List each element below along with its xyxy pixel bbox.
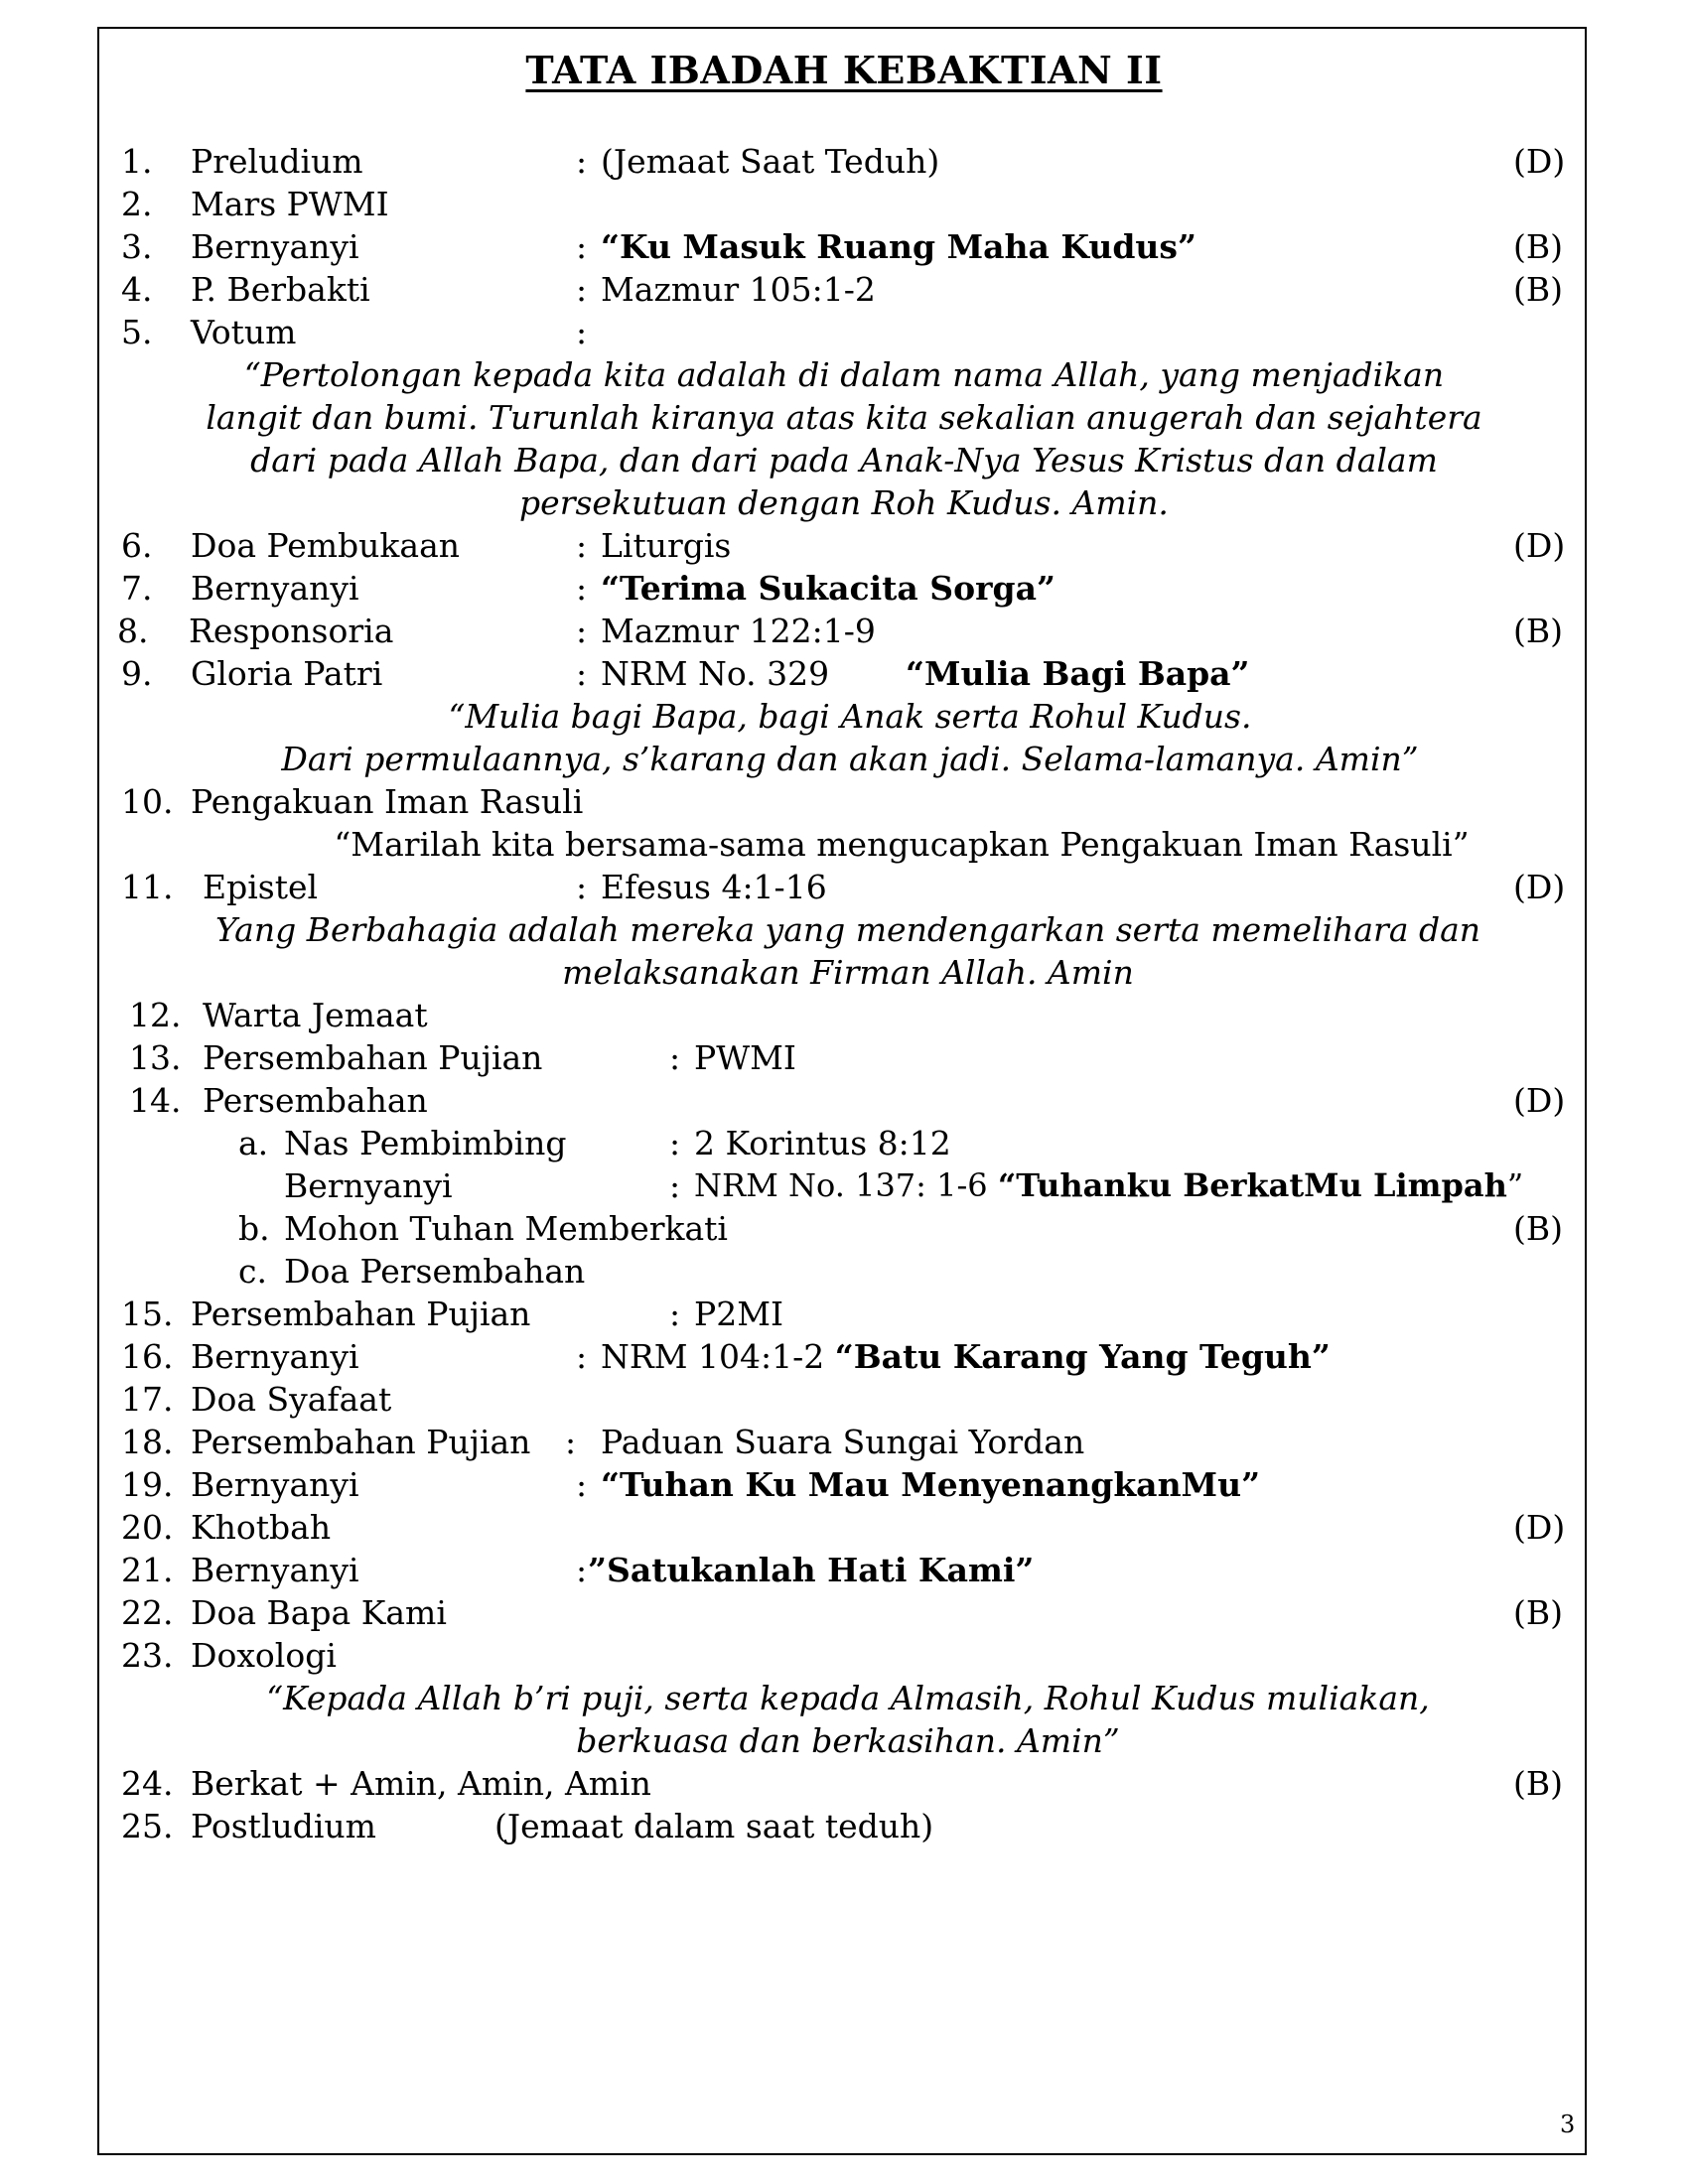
item-number: 11. [121,868,174,906]
item-number: 22. [121,1593,174,1632]
item-label: Pengakuan Iman Rasuli [191,782,584,821]
item-label: Bernyanyi [191,1337,359,1376]
sub-label: Nas Pembimbing [284,1124,567,1162]
item-label: Persembahan Pujian [203,1038,543,1077]
item-mark: (B) [1513,1764,1563,1803]
item-colon: : [565,1423,577,1461]
item-label: Bernyanyi [191,227,359,266]
item-label: Persembahan [203,1081,428,1120]
item-colon: : [669,1038,681,1077]
item-number: 12. [129,996,182,1034]
item-value: Paduan Suara Sungai Yordan [601,1423,1085,1461]
item-number: 25. [121,1807,174,1845]
item-number: 17. [121,1380,174,1419]
item-mark: (B) [1513,612,1563,650]
song-title: “Mulia Bagi Bapa” [906,654,1250,693]
item-label: Preludium [191,142,363,181]
item-colon: : [669,1295,681,1333]
item-number: 19. [121,1465,174,1504]
item-mark: (D) [1513,1508,1566,1547]
item-mark: (B) [1513,1593,1563,1632]
item-value: Efesus 4:1-16 [601,868,827,906]
item-value: Mazmur 105:1-2 [601,270,876,309]
item-value: Liturgis [601,526,732,565]
item-number: 18. [121,1423,174,1461]
sub-value [694,1164,1523,1207]
item-number: 6. [121,526,153,565]
item-number: 21. [121,1551,174,1589]
item-value [601,1335,1331,1378]
item-colon: : [576,1337,588,1376]
item-label: Doa Bapa Kami [191,1593,447,1632]
item-label: Bernyanyi [191,569,359,608]
item-label: Doxologi [191,1636,337,1675]
song-number: NRM 104:1-2 [601,1337,835,1376]
item-number: 3. [121,227,153,266]
item-colon: : [576,569,588,608]
votum-text-line: dari pada Allah Bapa, dan dari pada Anak-Nya Yesus Kristus dan dalam [250,441,1438,479]
item-label: Khotbah [191,1508,332,1547]
item-number: 15. [121,1295,174,1333]
item-mark: (D) [1513,868,1566,906]
gloria-text-line: Dari permulaannya, s’karang dan akan jadi. Selama-lamanya. Amin” [281,740,1419,778]
item-label: Berkat + Amin, Amin, Amin [191,1764,651,1803]
song-title-close: ” [1506,1166,1524,1204]
sub-label: Mohon Tuhan Memberkati [284,1209,728,1248]
item-value: PWMI [694,1038,796,1077]
song-title: “Batu Karang Yang Teguh” [834,1337,1331,1376]
item-value: (Jemaat Saat Teduh) [601,142,940,181]
item-label: Bernyanyi [191,1465,359,1504]
item-value: Mazmur 122:1-9 [601,612,876,650]
item-label: Doa Syafaat [191,1380,392,1419]
item-colon: : [576,227,588,266]
item-value: (Jemaat dalam saat teduh) [494,1807,934,1845]
item-number: 10. [121,782,174,821]
item-label: Mars PWMI [191,185,389,223]
item-colon: : [576,526,588,565]
sub-label: Doa Persembahan [284,1252,586,1291]
item-label: Persembahan Pujian [191,1423,531,1461]
item-colon: : [576,1465,588,1504]
item-colon: : [576,142,588,181]
item-mark: (B) [1513,227,1563,266]
item-colon: : [576,868,588,906]
item-value: NRM No. 329 [601,654,830,693]
item-value: ”Satukanlah Hati Kami” [588,1551,1035,1589]
item-number: 13. [129,1038,182,1077]
item-number: 14. [129,1081,182,1120]
item-label: Bernyanyi [191,1551,359,1589]
doxologi-text-line: “Kepada Allah b’ri puji, serta kepada Almasih, Rohul Kudus muliakan, [266,1679,1430,1717]
sub-mark: (B) [1513,1209,1563,1248]
page-title: TATA IBADAH KEBAKTIAN II [525,48,1163,92]
sub-colon: : [669,1166,681,1205]
item-label: Persembahan Pujian [191,1295,531,1333]
item-label: Responsoria [189,612,394,650]
iman-text: “Marilah kita bersama-sama mengucapkan Pengakuan Iman Rasuli” [334,825,1470,864]
sub-value: 2 Korintus 8:12 [694,1124,951,1162]
item-number: 23. [121,1636,174,1675]
sub-label: Bernyanyi [284,1166,453,1205]
item-colon: : [576,270,588,309]
item-colon: : [576,313,588,351]
item-mark: (D) [1513,1081,1566,1120]
sub-letter: a. [238,1124,269,1162]
item-number: 24. [121,1764,174,1803]
sub-letter: c. [238,1252,267,1291]
item-label: Postludium [191,1807,376,1845]
sub-letter: b. [238,1209,270,1248]
item-mark: (B) [1513,270,1563,309]
item-label: Warta Jemaat [203,996,428,1034]
sub-colon: : [669,1124,681,1162]
item-number: 20. [121,1508,174,1547]
item-value: “Ku Masuk Ruang Maha Kudus” [601,227,1196,266]
song-number: NRM No. 137: 1-6 [694,1166,998,1204]
item-number: 1. [121,142,153,181]
item-number: 7. [121,569,153,608]
item-number: 9. [121,654,153,693]
item-value: “Terima Sukacita Sorga” [601,569,1055,608]
item-number: 16. [121,1337,174,1376]
item-colon: : [576,654,588,693]
epistel-text-line: melaksanakan Firman Allah. Amin [562,953,1134,992]
item-label: Gloria Patri [191,654,383,693]
item-label: Votum [191,313,297,351]
votum-text-line: persekutuan dengan Roh Kudus. Amin. [519,483,1169,522]
item-mark: (D) [1513,526,1566,565]
song-title: “Tuhanku BerkatMu Limpah [997,1166,1507,1204]
page-number: 3 [1560,2111,1576,2138]
doxologi-text-line: berkuasa dan berkasihan. Amin” [576,1721,1120,1760]
item-number: 2. [121,185,153,223]
epistel-text-line: Yang Berbahagia adalah mereka yang mendengarkan serta memelihara dan [214,910,1481,949]
item-colon: : [576,612,588,650]
item-mark: (D) [1513,142,1566,181]
item-label: Epistel [203,868,319,906]
item-colon: : [576,1551,588,1589]
item-number: 5. [121,313,153,351]
votum-text-line: “Pertolongan kepada kita adalah di dalam nama Allah, yang menjadikan [243,355,1445,394]
item-label: P. Berbakti [191,270,370,309]
item-value: “Tuhan Ku Mau MenyenangkanMu” [601,1465,1261,1504]
item-number: 4. [121,270,153,309]
gloria-text-line: “Mulia bagi Bapa, bagi Anak serta Rohul Kudus. [448,697,1252,736]
votum-text-line: langit dan bumi. Turunlah kiranya atas kita sekalian anugerah dan sejahtera [206,398,1482,437]
item-label: Doa Pembukaan [191,526,461,565]
item-value: P2MI [694,1295,784,1333]
item-number: 8. [117,612,149,650]
